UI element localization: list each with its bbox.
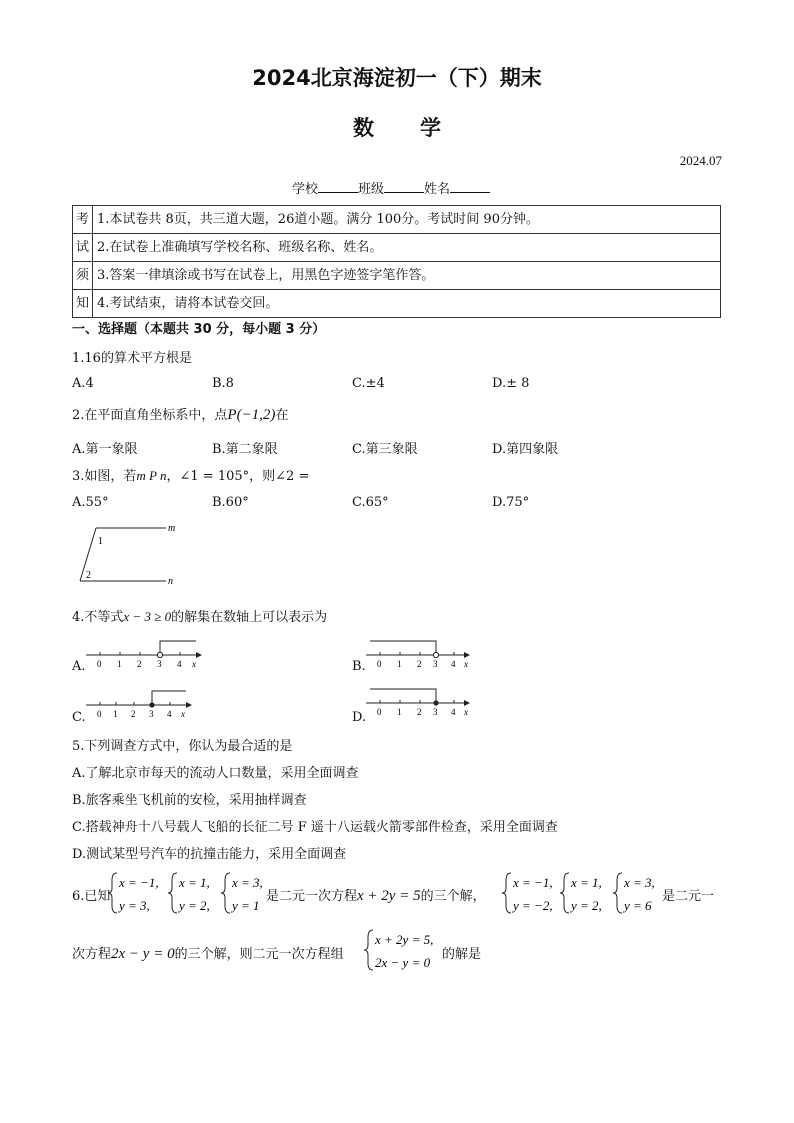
tick-label: 2 (137, 659, 142, 669)
tick-label: 4 (451, 659, 456, 669)
exam-notice-table (72, 205, 721, 318)
notice-item: 3.答案一律填涂或书写在试卷上，用黑色字迹签字笔作答。 (93, 262, 721, 290)
q2-option-c[interactable]: C.第三象限 (352, 442, 418, 457)
tick-label: 2 (131, 709, 136, 719)
axis-label: x (192, 659, 196, 669)
q6-line2-b: 的三个解，则二元一次方程组 (174, 947, 344, 962)
system-eq: x = −1, (513, 875, 553, 890)
angle-2-label: 2 (86, 570, 91, 581)
q3-option-b[interactable]: B.60° (212, 495, 249, 510)
solution-ray (370, 689, 436, 700)
name-label: 姓名 (424, 182, 451, 197)
q3-stem-pre: 3.如图，若 (72, 469, 137, 484)
solution-ray (160, 641, 196, 652)
q6-mid1-b: 的三个解， (420, 889, 486, 904)
q6-solution-systems-1 (108, 870, 268, 916)
axis-label: x (464, 659, 468, 669)
notice-side-char: 知 (73, 290, 93, 318)
tick-label: 0 (377, 707, 382, 717)
exam-date: 2024.07 (679, 153, 722, 168)
tick-label: 1 (113, 709, 118, 719)
tick-label: 0 (377, 659, 382, 669)
open-endpoint (157, 652, 162, 657)
tick-label: 2 (417, 659, 422, 669)
tick-label: 3 (149, 709, 154, 719)
tick-label: 4 (177, 659, 182, 669)
tick-label: 3 (433, 707, 438, 717)
system-eq: y = 2, (179, 898, 210, 913)
system-eq: y = −2, (513, 898, 553, 913)
tick-label: 3 (433, 659, 438, 669)
question-4-stem (72, 606, 327, 625)
closed-endpoint (149, 702, 154, 707)
q1-option-c[interactable]: C.±4 (352, 376, 385, 391)
system-eq: x + 2y = 5, (375, 932, 434, 947)
tick-label: 3 (157, 659, 162, 669)
q4-option-a-label[interactable]: A. (72, 659, 86, 674)
q1-option-b[interactable]: B.8 (212, 376, 234, 391)
label-m: m (168, 523, 176, 534)
system-eq: y = 2, (571, 898, 602, 913)
system-eq: x = 3, (232, 875, 263, 890)
q5-option-a[interactable]: A.了解北京市每天的流动人口数量，采用全面调查 (72, 766, 359, 781)
angle-1-label: 1 (98, 536, 103, 547)
q6-line1-text (266, 885, 486, 905)
q2-stem-post: 在 (275, 408, 289, 423)
notice-item: 2.在试卷上准确填写学校名称、班级名称、姓名。 (93, 234, 721, 262)
notice-item: 4.考试结束，请将本试卷交回。 (93, 290, 721, 318)
q6-eq2: 2x − y = 0 (111, 946, 175, 962)
solution-ray (370, 641, 436, 652)
tick-label: 4 (451, 707, 456, 717)
school-blank[interactable] (318, 180, 358, 193)
q5-option-c[interactable]: C.搭载神舟十八号载人飞船的长征二号 F 遥十八运载火箭零部件检查，采用全面调查 (72, 820, 558, 835)
system-eq: x = −1, (119, 875, 159, 890)
notice-side-char: 考 (73, 206, 93, 234)
q4-option-d-numberline[interactable] (366, 684, 486, 718)
school-label: 学校 (292, 182, 319, 197)
name-blank[interactable] (450, 180, 490, 193)
q5-option-b[interactable]: B.旅客乘坐飞机前的安检，采用抽样调查 (72, 793, 307, 808)
class-label: 班级 (358, 182, 385, 197)
q4-option-a-numberline[interactable] (86, 638, 206, 670)
q6-line2-tail: 的解是 (442, 947, 482, 962)
question-1-stem: 1.16的算术平方根是 (72, 351, 192, 366)
q3-stem-mid: ，∠1 = 105°，则∠2 = (166, 469, 310, 484)
q6-line2-a: 次方程 (72, 947, 112, 962)
q3-option-c[interactable]: C.65° (352, 495, 389, 510)
q6-line2-text (72, 943, 344, 963)
q3-option-d[interactable]: D.75° (492, 495, 530, 510)
q4-stem-post: 的解集在数轴上可以表示为 (171, 610, 328, 625)
system-eq: x = 3, (624, 875, 655, 890)
q6-solution-systems-2 (502, 870, 664, 916)
question-3-stem (72, 465, 309, 484)
q5-option-d[interactable]: D.测试某型号汽车的抗撞击能力，采用全面调查 (72, 847, 347, 862)
tick-label: 4 (167, 709, 172, 719)
q3-parallel: m P n (136, 468, 167, 483)
tick-label: 0 (97, 709, 102, 719)
system-eq: x = 1, (179, 875, 210, 890)
q2-option-a[interactable]: A.第一象限 (72, 442, 138, 457)
section-heading: 一、选择题（本题共 30 分，每小题 3 分） (72, 322, 326, 337)
q2-option-d[interactable]: D.第四象限 (492, 442, 559, 457)
label-n: n (168, 576, 173, 587)
system-eq: 2x − y = 0 (375, 955, 431, 970)
q1-option-d[interactable]: D.± 8 (492, 376, 530, 391)
question-2-stem (72, 404, 288, 424)
q6-mid1-a: 是二元一次方程 (266, 889, 358, 904)
subject-title: 数学 (353, 116, 487, 140)
q2-point: P(−1,2) (227, 407, 276, 423)
open-endpoint (433, 652, 438, 657)
q6-lead: 6.已知 (72, 889, 111, 904)
system-eq: y = 3, (119, 898, 150, 913)
q2-stem-pre: 2.在平面直角坐标系中，点 (72, 408, 228, 423)
notice-side-char: 须 (73, 262, 93, 290)
q4-option-d-label[interactable]: D. (352, 710, 367, 725)
q3-parallel-lines-figure (74, 520, 184, 588)
q1-option-a[interactable]: A.4 (72, 376, 94, 391)
q4-option-b-label[interactable]: B. (352, 659, 366, 674)
q6-equation-system (364, 927, 444, 973)
q3-option-a[interactable]: A.55° (72, 495, 109, 510)
q2-option-b[interactable]: B.第二象限 (212, 442, 278, 457)
system-eq: y = 6 (624, 898, 652, 913)
system-eq: x = 1, (571, 875, 602, 890)
q4-option-c-label[interactable]: C. (72, 710, 86, 725)
notice-side-char: 试 (73, 234, 93, 262)
page-title: 2024北京海淀初一（下）期末 (252, 66, 542, 90)
q4-option-c-numberline[interactable] (86, 688, 206, 720)
solution-ray (152, 691, 186, 702)
tick-label: 0 (97, 659, 102, 669)
question-5-stem: 5.下列调查方式中，你认为最合适的是 (72, 739, 293, 754)
q4-option-b-numberline[interactable] (366, 638, 486, 670)
tick-label: 1 (397, 707, 402, 717)
axis-label: x (181, 709, 185, 719)
q4-stem-pre: 4.不等式 (72, 610, 124, 625)
tick-label: 2 (417, 707, 422, 717)
system-eq: y = 1 (232, 898, 260, 913)
tick-label: 1 (117, 659, 122, 669)
notice-item: 1.本试卷共 8页，共三道大题，26道小题。满分 100分。考试时间 90分钟。 (93, 206, 721, 234)
q6-eq1: x + 2y = 5 (357, 888, 421, 904)
student-info-line (292, 178, 490, 197)
q6-line1-tail: 是二元一 (662, 889, 715, 904)
closed-endpoint (433, 700, 438, 705)
axis-label: x (464, 707, 468, 717)
tick-label: 1 (397, 659, 402, 669)
q4-inequality: x − 3 ≥ 0 (123, 609, 172, 624)
class-blank[interactable] (384, 180, 424, 193)
